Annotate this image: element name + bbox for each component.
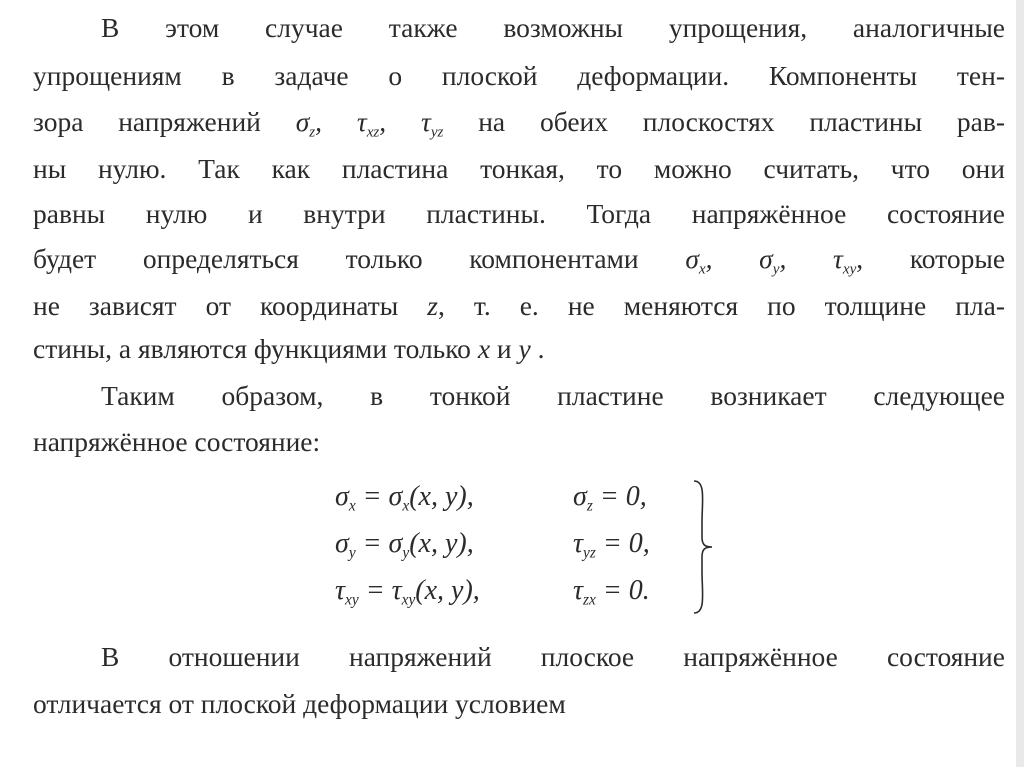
text-line: равны нулю и внутри пластины. Тогда напряжённое состояние (33, 198, 1005, 229)
equation-row (315, 524, 695, 564)
equation-lhs: $\sigma_y = \sigma_y(x$, y), (335, 528, 474, 562)
math-symbol: z (427, 290, 438, 321)
math-symbol: x (477, 333, 491, 364)
text-line: Таким образом, в тонкой пластине возникает следующее (101, 380, 1005, 411)
text-line: не зависят от координаты z, т. е. не меняются по толщине пла- (33, 290, 1005, 321)
math-symbol: $\sigma_z$, $\tau_{xz}$, $\tau_{yz}$ (295, 106, 444, 141)
equation-system (315, 473, 715, 623)
text-line: упрощениям в задаче о плоской деформации. Компоненты тен- (33, 60, 1005, 91)
equation-row (315, 571, 695, 611)
text-line: В отношении напряжений плоское напряжённое состояние (101, 641, 1005, 672)
text-line: В этом случае также возможны упрощения, аналогичные (101, 12, 1005, 43)
equation-row (315, 477, 695, 517)
math-symbol: y (518, 333, 531, 364)
right-brace-icon (692, 479, 714, 615)
equation-rhs: $\tau_{zx} = 0$. (573, 575, 650, 609)
equation-rhs: $\sigma_z = 0$, (573, 481, 647, 515)
equation-lhs: $\sigma_x = \sigma_x(x$, y), (335, 481, 474, 515)
text-line: ны нулю. Так как пластина тонкая, то можно считать, что они (33, 153, 1005, 184)
text-line: отличается от плоской деформации условием (33, 688, 566, 719)
equation-lhs: $\tau_{xy} = \tau_{xy}(x$, y), (335, 575, 480, 609)
text-line: будет определяться только компонентами $\sigma_x$, $\sigma_y$, $\tau_{xy}$, которые (33, 243, 1006, 278)
page-edge (1016, 0, 1024, 767)
text-line: стины, а являются функциями только x и y . (33, 333, 545, 364)
equation-rhs: $\tau_{yz} = 0$, (573, 528, 650, 562)
text-line: напряжённое состояние: (33, 426, 321, 457)
text-line: зора напряжений $\sigma_z$, $\tau_{xz}$, $\tau_{yz}$ на обеих плоскостях пластины рав- (33, 106, 1006, 141)
math-symbol: $\sigma_x$, $\sigma_y$, $\tau_{xy}$ (685, 243, 857, 278)
